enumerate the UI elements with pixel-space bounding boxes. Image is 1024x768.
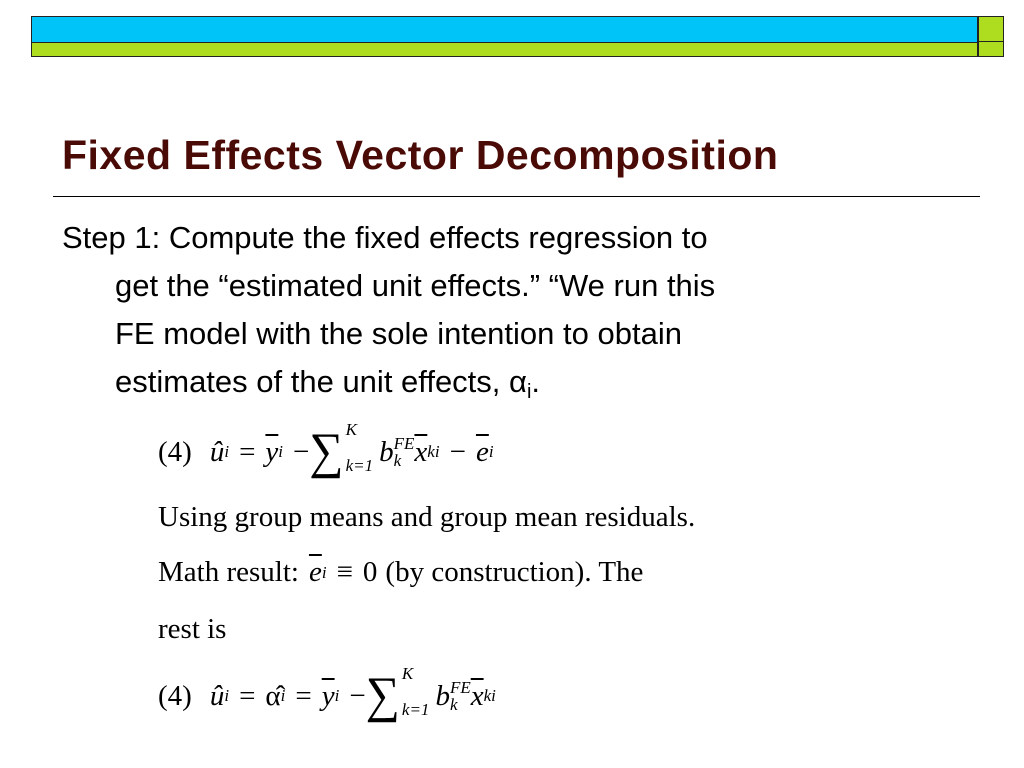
bullet-line-4-sub: i [526,381,532,403]
corner-square-bottom [978,41,1004,57]
math-result-prefix: Math result: [158,556,299,588]
eq1-lhs-sub: i [224,442,230,461]
eq2-b: b [435,679,450,712]
eq1-sum-upper: K [345,420,357,439]
title-divider [53,196,980,197]
header-band-green [32,43,977,56]
math-result-ebar-sub: i [321,562,327,582]
eq2-ybar: $\overline{y}$ [321,679,335,712]
bullet-line-4 [62,358,952,416]
eq2-equals-2: = [295,679,312,712]
eq2-b-sup: FE [449,678,471,697]
eq1-ybar: $\overline{y}$ [265,435,279,468]
eq1-minus: − [293,435,310,468]
eq1-label: (4) [158,435,192,468]
bullet-line-4-main: estimates of the unit effects, α [115,364,527,399]
bullet-text [62,214,952,416]
header-band-cyan [32,17,977,43]
eq2-alpha: α̂ [265,679,281,712]
math-result-ebar: $\overline{e}$ [308,556,322,588]
eq2-sum-lower: k=1 [401,700,430,719]
bullet-line-3: FE model with the sole intention to obtain [115,316,682,351]
eq2-xbar-sub: ki [483,686,496,705]
eq2-alpha-sub: i [280,686,286,705]
eq1-ebar: $\overline{e}$ [475,435,489,468]
slide-title: Fixed Effects Vector Decomposition [62,132,779,178]
eq2-lhs: û [209,679,225,712]
math-result-suffix: (by construction). The [385,556,644,588]
eq1-ebar-sub: i [488,442,494,461]
header-band [31,16,978,57]
text-math-result [158,556,643,589]
eq2-sum-upper: K [401,664,414,683]
eq1-equals: = [239,435,256,468]
bullet-line-2: get the “estimated unit effects.” “We run this [115,268,716,303]
eq2-label: (4) [158,679,192,712]
eq2-b-sub: k [449,695,458,714]
eq1-minus-2: − [449,435,466,468]
eq1-xbar-sub: ki [427,442,440,461]
eq2-equals: = [239,679,256,712]
text-group-means: Using group means and group mean residuals. [158,501,696,533]
equation-1 [158,420,494,480]
eq1-b-sub: k [393,451,402,470]
bullet-line-4-end: . [531,364,541,399]
math-result-equiv: ≡ [336,556,353,588]
eq2-lhs-sub: i [224,686,230,705]
eq1-sum-lower: k=1 [345,456,374,475]
math-result-zero: 0 [362,556,378,588]
eq1-sum-limits [345,420,374,476]
eq2-sum: ∑ [365,667,400,724]
eq1-lhs: û [209,435,225,468]
eq2-ybar-sub: i [334,686,340,705]
eq1-b-sup: FE [393,434,415,453]
equation-2 [158,664,496,724]
eq2-sum-limits [401,664,430,720]
text-rest-is: rest is [158,613,227,645]
corner-square-top [978,16,1004,42]
eq1-sum: ∑ [309,423,344,480]
eq2-minus: − [349,679,366,712]
eq1-xbar: $\overline{x}$ [414,435,428,468]
bullet-line-1: Step 1: Compute the fixed effects regression to [62,220,708,255]
eq2-xbar: $\overline{x}$ [470,679,484,712]
eq1-b: b [379,435,394,468]
eq1-ybar-sub: i [278,442,284,461]
